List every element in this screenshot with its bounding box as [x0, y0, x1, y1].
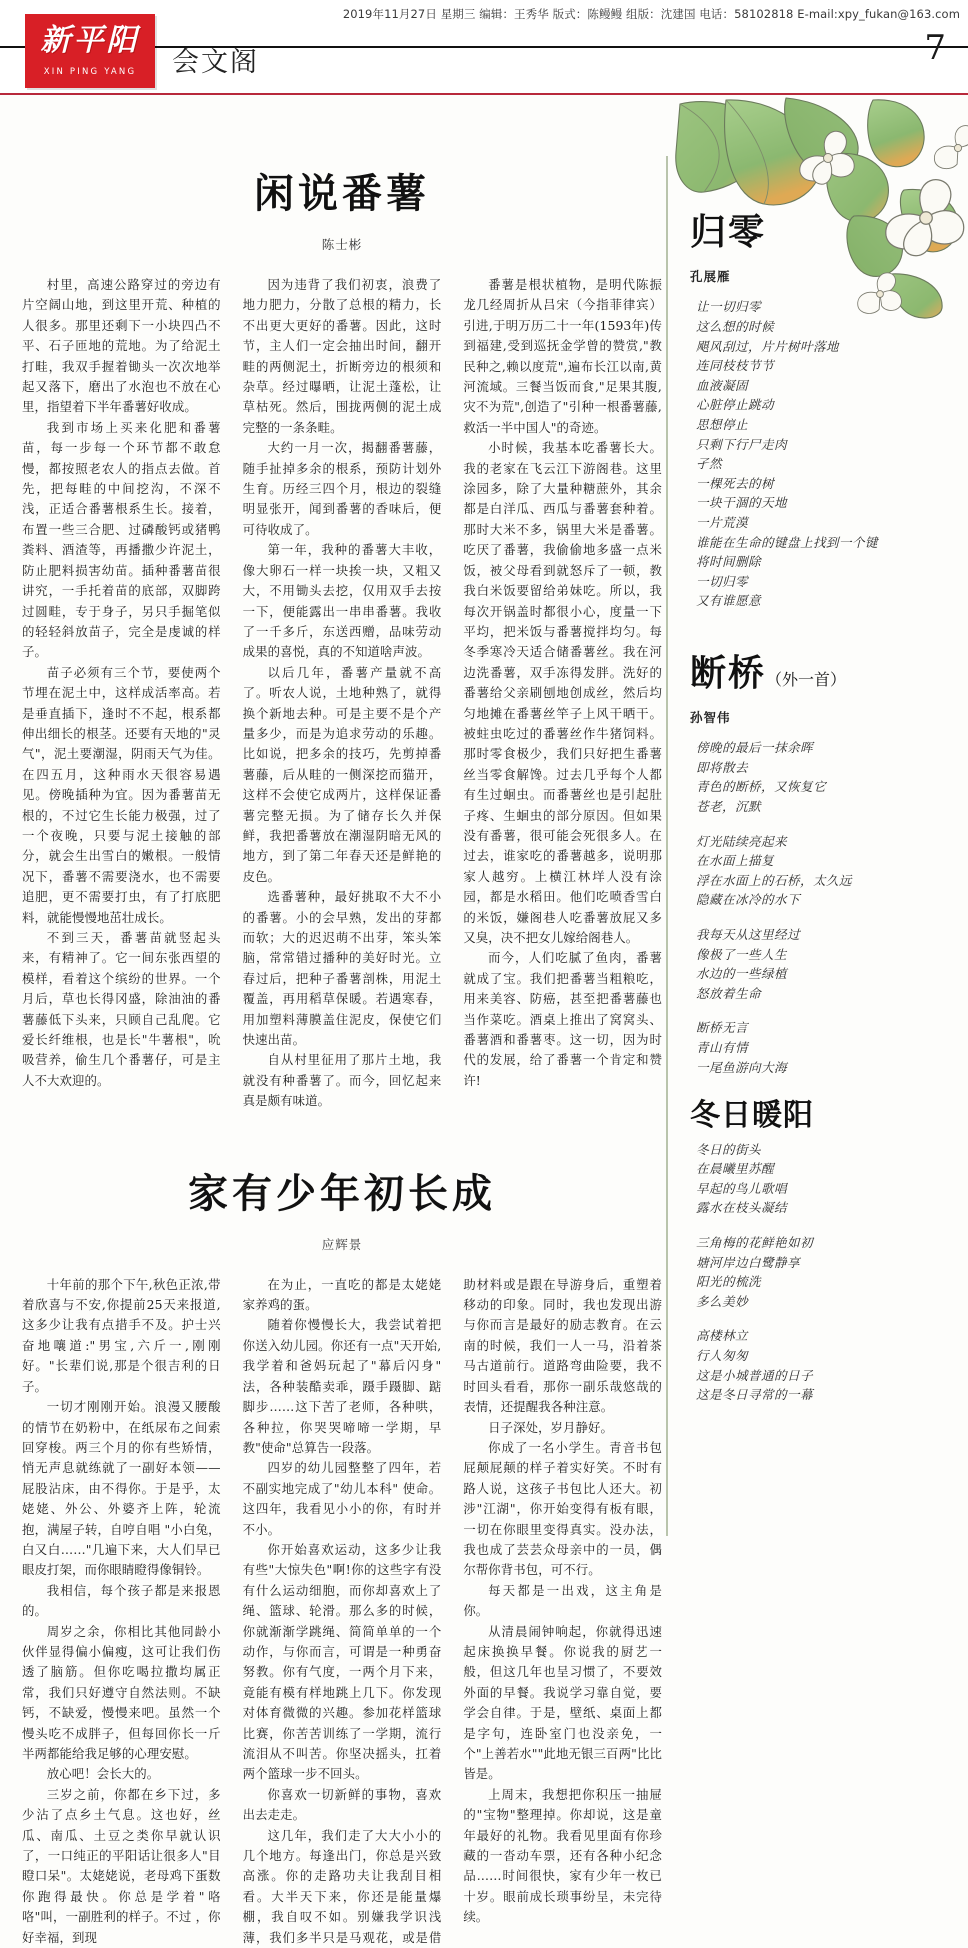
newspaper-logo [25, 14, 155, 88]
paragraph: 十年前的那个下午,秋色正浓,带着欣喜与不安,你提前25天来报道,这多少让我有点措手不及。护士兴奋地嚷道:"男宝,六斤一,刚刚好。"长辈们说,那是个很吉利的日子。 [22, 1276, 221, 1394]
paragraph: 你成了一名小学生。青音书包屁颠屁颠的样子着实好笑。不时有路人说，这孩子书包比人还大。初涉"江湖"，你开始变得有板有眼，一切在你眼里变得真实。没办法，我也成了芸芸众母亲中的一员，偶尔帮你背书包，可不行。 [463, 1439, 662, 1578]
paragraph: 小时候，我基本吃番薯长大。我的老家在飞云江下游阁巷。这里涂园多，除了大量种糖蔗外，其余都是白洋瓜、西瓜与番薯套种着。那时大米不多，锅里大米是番薯。吃厌了番薯，我偷偷地多盛一点米饭，被父母看到就怒斥了一顿，教我白米饭要留给弟妹吃。所以，我每次开锅盖时都很小心，度量一下平均，把米饭与番薯搅拌均匀。每冬季寒冷天适合储番薯丝。我在河边洗番薯，双手冻得发胖。洗好的番薯给父亲刷刨地创成丝，然后均匀地摊在番薯丝竿子上风干晒干。被蛀虫吃过的番薯丝作牛猪饲料。那时零食极少，我们只好把生番薯丝当零食解馋。过去几乎每个人都有生过蛔虫。而番薯丝也是引起肚子疼、生蛔虫的部分原因。但如果没有番薯，很可能会死很多人。在过去，谁家吃的番薯越多，说明那家人越穷。上横江林垟人没有涂园，都是水稻田。他们吃喷香雪白的米饭，嫌阁巷人吃番薯放屁又多又臭，决不把女儿嫁给阁巷人。 [463, 440, 662, 945]
paragraph: 上周末，我想把你积压一抽屉的"宝物"整理掉。你却说，这是童年最好的礼物。我看见里面有你珍藏的一沓动车票，还有各种小纪念品……时间很快，家有少年一枚已十岁。眼前成长琐事纷呈，未完待续。 [463, 1786, 662, 1925]
poetry-region [690, 96, 968, 1543]
paragraph: 村里，高速公路穿过的旁边有片空阔山地，到这里开荒、种植的人很多。那里还剩下一小块四凸不平、石子匝地的荒地。为了给泥土打畦，我双手握着锄头一次次地举起又落下，磨出了水泡也不放在心里，指望着下半年番薯好收成。 [22, 277, 221, 415]
poem-line: 多么美妙 [696, 1293, 748, 1309]
poem-line: 露水在枝头凝结 [696, 1200, 787, 1216]
paragraph: 番薯是根状植物，是明代陈振龙几经周折从吕宋（今指菲律宾）引进,于明万历二十一年(1593年)传到福建,受到巡抚金学曾的赞赏,"教民种之,赖以度荒",遍布长江以南,黄河流域。三餐当饭而食,"足果其腹,灾不为荒",创造了"引种一根番薯藤,救活一半中国人"的奇迹。 [463, 277, 662, 435]
paragraph: 第一年，我种的番薯大丰收，像大卵石一样一块挨一块，又粗又大，不用锄头去挖，仅用双手去按一下，便能露出一串串番薯。我收了一千多斤，东送西赠，品味劳动成果的喜悦，真的不知道啥声波。 [242, 542, 442, 660]
poem-line: 一片荒漠 [696, 514, 748, 530]
red-accent-rule [0, 93, 968, 95]
paragraph: 我相信，每个孩子都是来报恩的。 [22, 1582, 221, 1619]
poem-line: 谁能在生命的键盘上找到一个键 [696, 534, 878, 550]
poem-line: 这是冬日寻常的一幕 [696, 1387, 813, 1403]
paragraph: 从清晨闹钟响起，你就得迅速起床换换早餐。你说我的厨艺一般，但这几年也呈习惯了，不要效外面的早餐。我说学习靠自觉，要学会自律。于是，壁纸、桌面上都是字句，连卧室门也没亲免，一个"上善若水""此地无银三百两"比比皆是。 [463, 1623, 662, 1782]
poem-line: 浮在水面上的石桥，太久远 [696, 872, 852, 888]
poem-duanqiao [690, 653, 968, 1077]
paragraph: 日子深处，岁月静好。 [488, 1419, 614, 1435]
paragraph: 不到三天，番薯苗就竖起头来，有精神了。它一间东张西望的模样，看着这个缤纷的世界。一个月后，草也长得冈盛，除油油的番薯藤低下头来，只顾自己乱爬。它爱长纤维根，也是长"牛薯根"，吮吸营养，偷生几个番薯仔，可是主人不大欢迎的。 [22, 930, 221, 1088]
articles-region [22, 96, 662, 1945]
article-xianshuofanshu [22, 158, 662, 1112]
paragraph: 你开始喜欢运动，这多少让我有些"大惊失色"啊!你的这些字有没有什么运动细胞，而你却喜欢上了绳、篮球、轮滑。那么多的时候，你就渐渐学跳绳、简简单单的一个动作，与你而言，可谓是一种勇奋努教。你有气度，一两个月下来，竟能有模有样地跳上几下。你发现对体育微微的兴趣。参加花样篮球比赛，你苦苦训练了一学期，流行流泪从不叫苦。你坚决摇头，扛着两个篮球一步不回头。 [242, 1541, 442, 1782]
paragraph: 因为违背了我们初衷，浪费了地力肥力，分散了总根的精力，长不出更大更好的番薯。因此，这时节，主人们一定会抽出时间，翻开畦的两侧泥土，折断旁边的根须和杂草。经过曝晒，让泥土蓬松，让草枯死。然后，围拢两侧的泥土成完整的一条条畦。 [242, 277, 442, 435]
poem-line: 又有谁愿意 [696, 593, 761, 609]
poem-line: 血液凝固 [696, 377, 748, 393]
paragraph: 周岁之余，你相比其他同龄小伙伴显得偏小偏瘦，这可让我们伤透了脑筋。但你吃喝拉撒均属正常，我们只好遵守自然法则。不缺钙，不缺爱，慢慢来吧。虽然一个慢头吃不成胖子，但每回你长一斤半两都能给我足够的心理安慰。 [22, 1623, 221, 1761]
poem-line: 三角梅的花鲜艳如初 [696, 1235, 813, 1251]
logo-chinese-name: 新平阳 [40, 23, 140, 58]
poem-line: 一切归零 [696, 573, 748, 589]
poem-dongrinuanyang [690, 1099, 968, 1405]
poem-title: 冬日暖阳 [690, 1098, 814, 1134]
publication-meta: 2019年11月27日 星期三 编辑：王秀华 版式：陈鳗鳗 组版：沈建国 电话：58102818 E-mail:xpy_fukan@163.com [342, 7, 960, 21]
poem-line: 思想停止 [696, 416, 748, 432]
paragraph: 放心吧！会长大的。 [46, 1766, 160, 1782]
article-title: 家有少年初长成 [188, 1169, 496, 1217]
paragraph: 每天都是一出戏，这主角是你。 [463, 1582, 662, 1619]
paragraph: 而今，人们吃腻了鱼肉，番薯就成了宝。我们把番薯当粗粮吃，用来美容、防癌，甚至把番薯藤也当作菜吃。酒桌上推出了窝窝头、番薯酒和番薯枣。这一切，因为时代的发展，给了番薯一个肯定和赞许! [463, 950, 662, 1088]
poem-line: 早起的鸟儿歌唱 [696, 1180, 787, 1196]
poem-line: 让一切归零 [696, 299, 761, 315]
poem-line: 一棵死去的树 [696, 475, 774, 491]
article-body [22, 1275, 662, 1948]
paragraph: 一切才刚刚开始。浪漫又腰酸的情节在奶粉中，在纸尿布之间索回穿梭。两三个月的你有些矫情，悄无声息就练就了一副好本领——屁股沾床，由不得你。于是乎，太姥姥、外公、外婆齐上阵，轮流抱，满屋子转，自哼自唱 "小白兔，白又白……"几遍下来，大人们早已眼皮打架，而你眼睛瞪得像铜铃。 [22, 1399, 221, 1578]
paragraph: 这几年，我们走了大大小小的几个地方。每逢出门，你总是兴致高涨。你的走路功夫让我刮目相看。大半天下来，你还是能量爆棚，我自叹不如。别嫌我学识浅薄，我们多半只是马观花，或是借助材料或是跟在导游身后，重塑着移动的印象。同时，我也发现出游与你而言是最好的励志教育。在云南的时候，我们一人一马，沿着茶马古道前行。道路弯曲险要，我不时回头看看，那你一副乐哉悠哉的表情，还提醒我各种注意。 [242, 1276, 662, 1945]
poem-line: 高楼林立 [696, 1328, 748, 1344]
poem-line: 隐藏在冰冷的水下 [696, 892, 800, 908]
poem-line: 飓风刮过，片片树叶落地 [696, 338, 839, 354]
article-author: 应辉景 [321, 1236, 363, 1252]
paragraph: 在为止，一直吃的都是太姥姥家养鸡的蛋。 [242, 1276, 442, 1313]
poem-author: 孔展雁 [690, 269, 731, 285]
poem-line: 像极了一些人生 [696, 946, 787, 962]
poem-title: 归零 [690, 211, 767, 253]
poem-stanza [696, 738, 968, 816]
paragraph: 苗子必须有三个节，要使两个节埋在泥土中，这样成活率高。若是垂直插下，逢时不不起，根系都伸出细长的根茎。还要有天地的"灵气"，泥土要潮湿，阴雨天气为佳。在四五月，这种雨水天很容易遇见。傍晚插种为宜。因为番薯苗无根的，不过它生长能力极强，过了一个夜晚，只要与泥土接触的部分，就会生出雪白的嫩根。一般情况下，番薯不需要浇水，也不需要追肥，更不需要打虫，有了打底肥料，就能慢慢地茁壮成长。 [22, 664, 221, 925]
poem-line: 苍老，沉默 [696, 799, 761, 815]
poem-line: 我每天从这里经过 [696, 927, 800, 943]
section-title: 会文阁 [172, 47, 259, 78]
poem-line: 心脏停止跳动 [696, 397, 774, 413]
poem-line: 青色的断桥，又恢复它 [696, 779, 826, 795]
poem-line: 傍晚的最后一抹余晖 [696, 740, 813, 756]
poem-line: 这么想的时候 [696, 318, 774, 334]
poem-line: 青山有情 [696, 1040, 748, 1055]
article-jiayoushaonian [22, 1158, 662, 1948]
poem-line: 灯光陆续亮起来 [696, 833, 787, 849]
poem-stanza [696, 297, 968, 611]
poem-line: 一块干涸的天地 [696, 495, 787, 511]
poem-line: 即将散去 [696, 759, 748, 775]
logo-pinyin-name: XIN PING YANG [43, 67, 137, 77]
article-title: 闲说番薯 [254, 170, 430, 217]
article-body [22, 275, 662, 1112]
paragraph: 你喜欢一切新鲜的事物，喜欢出去走走。 [242, 1786, 442, 1823]
poem-title [690, 653, 968, 694]
poem-title-main: 断桥 [690, 651, 767, 694]
poem-line: 在晨曦里苏醒 [696, 1161, 774, 1177]
paragraph: 我到市场上买来化肥和番薯苗，每一步每一个环节都不敢怠慢，都按照老农人的指点去做。首先，把每畦的中间挖沟，不深不浅，正适合番薯根系生长。接着，布置一些三合肥、过磷酸钙或猪鸭粪料、酒渣等，再播撒少许泥土，防止肥料损害幼苗。插种番薯苗很讲究，一手托着苗的底部，双脚跨过圆畦，专于身子，另只手掘笔似的轻轻斜放苗子，完全是虔诚的样子。 [22, 419, 221, 660]
poem-line: 在水面上描复 [696, 853, 774, 869]
paragraph: 四岁的幼儿园整整了四年，若不副实地完成了"幼儿本科" 使命。这四年，我看见小小的你，有时并不小。 [242, 1460, 442, 1537]
poem-stanza [696, 1233, 968, 1311]
poem-stanza [696, 925, 968, 1003]
poem-line: 一尾鱼游向大海 [696, 1059, 787, 1075]
poem-line: 冬日的街头 [696, 1141, 761, 1157]
poem-author: 孙智伟 [690, 710, 731, 726]
poem-line: 孑然 [696, 456, 722, 472]
paragraph: 以后几年，番薯产量就不高了。听农人说，土地种熟了，就得换个新地去种。可是主要不是个产量多少，而是为追求劳动的乐趣。比如说，把多余的技巧，先剪掉番薯藤，后从畦的一侧深挖而猫开，这样不会使它成两片，这样保证番薯完整无损。为了储存长久并保鲜，我把番薯放在潮湿阴暗无风的地方，到了第二年春天还是鲜艳的皮色。 [242, 664, 442, 884]
paragraph: 自从村里征用了那片土地，我就没有种番薯了。而今，回忆起来真是颇有味道。 [242, 1052, 442, 1109]
poem-stanza [696, 1326, 968, 1404]
poem-guiling [690, 212, 968, 611]
page-masthead [0, 0, 968, 95]
poem-stanza [696, 832, 968, 910]
column-divider [666, 156, 668, 1536]
paragraph: 大约一月一次，揭翻番薯藤，随手扯掉多余的根系，预防计划外生育。历经三四个月，根边的裂缝明显张开，闻到番薯的香味后，便可待收成了。 [242, 440, 442, 537]
poem-line: 将时间删除 [696, 554, 761, 570]
poem-line: 水边的一些绿植 [696, 966, 787, 982]
page-number: 7 [924, 28, 946, 68]
page-body [0, 96, 968, 1945]
article-author: 陈士彬 [321, 237, 363, 252]
paragraph: 随着你慢慢长大，我尝试着把你送入幼儿园。你还有一点"天开始,我学着和爸妈玩起了"幕后闪身" 法，各种装酷卖乖，蹑手蹑脚、踮脚步……这下苦了老师，各种哄，各种拉，你哭哭啼啼一学期，早教"使命"总算告一段落。 [242, 1317, 442, 1455]
poem-title-subtitle: （外一首） [766, 669, 847, 689]
poem-line: 怒放着生命 [696, 985, 761, 1001]
poem-stanza [696, 1140, 968, 1218]
poem-line: 塘河岸边白鹭静享 [696, 1254, 800, 1270]
poem-line: 断桥无言 [696, 1020, 748, 1036]
poem-line: 阳光的梳洗 [696, 1274, 761, 1290]
poem-line: 连同枝枝节节 [696, 358, 774, 374]
paragraph: 选番薯种，最好挑取不大不小的番薯。小的会早熟，发出的芽都而软；大的迟迟萌不出芽，笨头笨脑，常常错过播种的美好时光。立春过后，把种子番薯剖株，用泥土覆盖，再用稻草保暖。若遇寒春，用加塑料薄膜盖住泥皮，保使它们快速出苗。 [242, 889, 442, 1048]
paragraph: 三岁之前，你都在乡下过，多少沾了点乡土气息。这也好，丝瓜、南瓜、土豆之类你早就认识了，一口纯正的平阳话让很多人"目瞪口呆"。太姥姥说，老母鸡下蛋数你跑得最快。你总是学着"咯咯"叫，一副胜利的样子。不过 ，你好幸福，到现 [22, 1786, 221, 1945]
poem-line: 行人匆匆 [696, 1348, 748, 1364]
poem-stanza [696, 1018, 968, 1077]
poem-line: 只剩下行尸走肉 [696, 436, 787, 452]
poem-line: 这是小城普通的日子 [696, 1367, 813, 1383]
